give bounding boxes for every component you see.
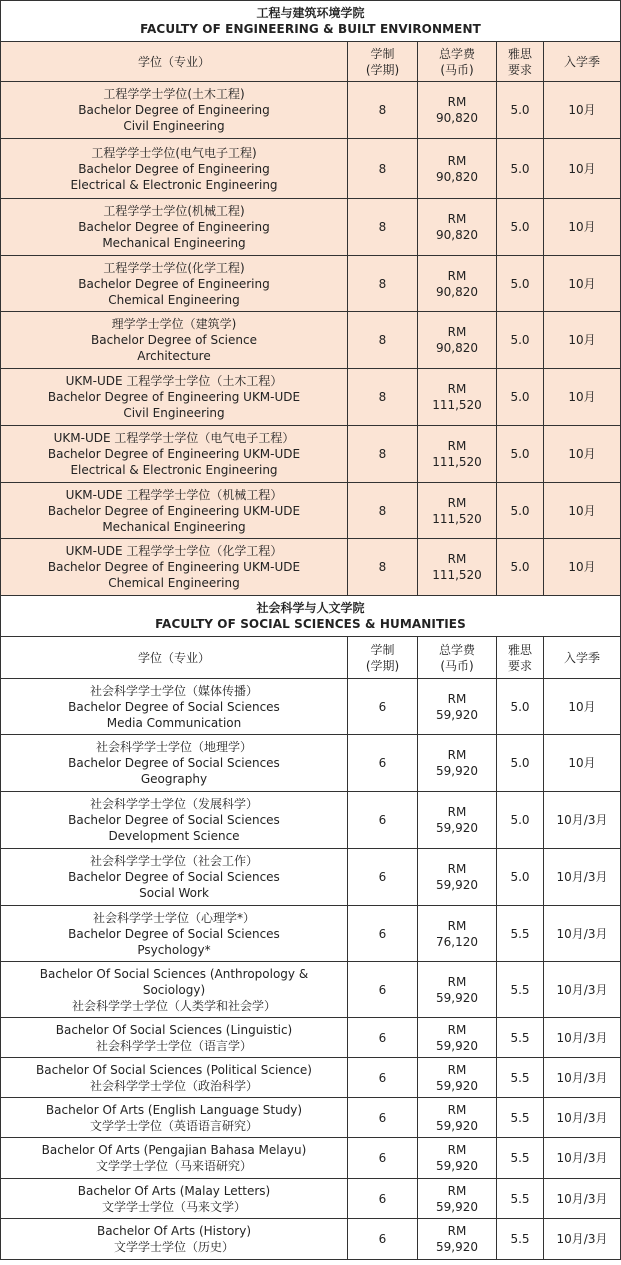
programme-name-line: Bachelor Degree of Engineering <box>78 220 270 234</box>
fee-amount: 59,920 <box>436 1159 478 1173</box>
programme-name-line: Bachelor Of Social Sciences (Linguistic) <box>55 1022 293 1037</box>
table-row <box>1 906 621 962</box>
programme-name-line: 社会科学学士学位（媒体传播） <box>89 683 258 698</box>
programme-name-line: UKM-UDE 工程学学士学位（电气电子工程） <box>53 431 295 445</box>
fee-currency: RM <box>447 212 467 226</box>
section-title-row <box>1 596 621 637</box>
programme-name-line: Bachelor Degree of Engineering UKM-UDE <box>47 503 301 518</box>
ielts-value: 5.0 <box>497 679 544 735</box>
table-row <box>1 1138 621 1179</box>
table-row <box>1 849 621 906</box>
semesters-value: 6 <box>348 679 418 735</box>
intake-value: 10月 <box>544 256 621 312</box>
programme-name-line: Bachelor Degree of Social Sciences <box>68 926 280 941</box>
semesters-value: 6 <box>348 906 418 962</box>
fee-amount: 59,920 <box>436 1118 478 1133</box>
semesters-value: 6 <box>348 1179 418 1219</box>
header-degree <box>1 637 348 679</box>
fee-amount: 111,520 <box>432 398 482 412</box>
fee-currency: RM <box>447 552 467 566</box>
fee-amount: 59,920 <box>436 990 478 1005</box>
ielts-value: 5.5 <box>497 1058 544 1098</box>
table-row <box>1 199 621 256</box>
fee-amount: 90,820 <box>436 284 478 299</box>
fee-amount: 76,120 <box>436 934 478 949</box>
fee-currency: RM <box>447 974 467 989</box>
programme-name-line: UKM-UDE 工程学学士学位（机械工程） <box>65 487 283 502</box>
table-row <box>1 1179 621 1219</box>
programme-name <box>1 679 348 735</box>
semesters-value: 8 <box>348 256 418 312</box>
ielts-value: 5.0 <box>497 82 544 139</box>
semesters-value: 8 <box>348 139 418 199</box>
table-row <box>1 735 621 792</box>
total-fee <box>418 539 497 596</box>
fee-currency: RM <box>447 153 467 168</box>
programme-name-line: Chemical Engineering <box>108 292 240 307</box>
fee-amount: 59,920 <box>436 1199 478 1214</box>
programme-name <box>1 312 348 369</box>
faculty-title-en: FACULTY OF ENGINEERING & BUILT ENVIRONMENT <box>140 22 481 36</box>
fee-currency: RM <box>447 691 467 706</box>
table-row <box>1 82 621 139</box>
fee-amount: 90,820 <box>436 228 478 242</box>
fee-amount: 59,920 <box>436 764 478 778</box>
header-fee <box>418 637 497 679</box>
programme-name-line: Bachelor Degree of Science <box>91 333 257 347</box>
ielts-value: 5.0 <box>497 483 544 539</box>
fee-currency: RM <box>447 748 467 762</box>
programme-name <box>1 539 348 596</box>
programme-name-line: Electrical & Electronic Engineering <box>70 463 278 477</box>
semesters-value: 6 <box>348 735 418 792</box>
total-fee <box>418 139 497 199</box>
header-ielts-line: 雅思 <box>507 642 532 657</box>
header-ielts <box>497 42 544 82</box>
programme-name <box>1 256 348 312</box>
table-row <box>1 312 621 369</box>
header-ielts-line: 要求 <box>507 62 532 77</box>
intake-value: 10月/3月 <box>544 1179 621 1219</box>
header-intake <box>544 42 621 82</box>
fee-currency: RM <box>447 1183 467 1198</box>
programme-name <box>1 1018 348 1058</box>
programme-name-line: Bachelor Degree of Engineering <box>78 276 270 291</box>
programme-name-line: UKM-UDE 工程学学士学位（化学工程） <box>65 544 283 558</box>
ielts-value: 5.0 <box>497 139 544 199</box>
programme-name <box>1 735 348 792</box>
intake-value: 10月/3月 <box>544 962 621 1018</box>
intake-value: 10月/3月 <box>544 1058 621 1098</box>
fee-amount: 59,920 <box>436 707 478 722</box>
total-fee <box>418 199 497 256</box>
fee-currency: RM <box>447 1224 467 1238</box>
ielts-value: 5.0 <box>497 849 544 906</box>
intake-value: 10月/3月 <box>544 1138 621 1179</box>
fee-currency: RM <box>447 1062 467 1077</box>
table-row <box>1 962 621 1018</box>
intake-value: 10月/3月 <box>544 849 621 906</box>
programme-name <box>1 199 348 256</box>
programme-name-line: Psychology* <box>137 942 211 957</box>
total-fee <box>418 679 497 735</box>
total-fee <box>418 849 497 906</box>
programme-name-line: Bachelor Of Social Sciences (Anthropology & <box>39 966 309 981</box>
total-fee <box>418 1058 497 1098</box>
fee-amount: 111,520 <box>432 455 482 469</box>
programme-name <box>1 1219 348 1260</box>
programme-name-line: 社会科学学士学位（心理学*） <box>92 910 255 925</box>
header-fee-line: 总学费 <box>438 642 475 657</box>
header-intake-label: 入学季 <box>563 650 600 665</box>
programme-name-line: Bachelor Degree of Engineering UKM-UDE <box>47 447 301 461</box>
programme-name <box>1 82 348 139</box>
ielts-value: 5.5 <box>497 1098 544 1138</box>
fee-currency: RM <box>447 439 467 453</box>
semesters-value: 6 <box>348 962 418 1018</box>
programme-name <box>1 369 348 426</box>
programme-name-line: Development Science <box>108 829 240 843</box>
fee-amount: 59,920 <box>436 1078 478 1093</box>
programme-name-line: Media Communication <box>106 715 242 730</box>
column-header-row <box>1 637 621 679</box>
programme-name-line: Mechanical Engineering <box>102 519 246 534</box>
semesters-value: 6 <box>348 1219 418 1260</box>
programme-name-line: Social Work <box>139 886 209 900</box>
total-fee <box>418 82 497 139</box>
programme-name-line: Bachelor Of Social Sciences (Political Science) <box>36 1062 312 1077</box>
ielts-value: 5.5 <box>497 1179 544 1219</box>
semesters-value: 8 <box>348 369 418 426</box>
semesters-value: 8 <box>348 82 418 139</box>
programme-name-line: 工程学学士学位(化学工程) <box>103 260 245 275</box>
total-fee <box>418 1219 497 1260</box>
total-fee <box>418 735 497 792</box>
intake-value: 10月 <box>544 483 621 539</box>
programme-name-line: 文学学士学位（马来语研究） <box>95 1159 252 1173</box>
semesters-value: 6 <box>348 1018 418 1058</box>
header-intake <box>544 637 621 679</box>
header-semesters-line: (学期) <box>365 658 400 673</box>
intake-value: 10月 <box>544 539 621 596</box>
semesters-value: 6 <box>348 849 418 906</box>
header-semesters <box>348 42 418 82</box>
programme-name <box>1 849 348 906</box>
fee-currency: RM <box>447 805 467 819</box>
intake-value: 10月 <box>544 199 621 256</box>
intake-value: 10月 <box>544 426 621 483</box>
programme-name-line: Chemical Engineering <box>108 576 240 590</box>
semesters-value: 6 <box>348 1138 418 1179</box>
header-degree <box>1 42 348 82</box>
total-fee <box>418 483 497 539</box>
programme-name-line: 文学学士学位（历史） <box>113 1240 234 1254</box>
programme-name-line: Bachelor Degree of Social Sciences <box>68 699 280 714</box>
programme-name-line: UKM-UDE 工程学学士学位（土木工程） <box>65 374 283 388</box>
programme-name <box>1 906 348 962</box>
fee-amount: 111,520 <box>432 568 482 582</box>
semesters-value: 6 <box>348 1058 418 1098</box>
programme-name-line: Mechanical Engineering <box>102 236 246 250</box>
header-fee-line: (马币) <box>440 658 474 673</box>
intake-value: 10月/3月 <box>544 1219 621 1260</box>
programme-name-line: Bachelor Degree of Engineering UKM-UDE <box>47 390 301 404</box>
intake-value: 10月/3月 <box>544 792 621 849</box>
faculty-title-en: FACULTY OF SOCIAL SCIENCES & HUMANITIES <box>155 617 466 631</box>
fee-amount: 59,920 <box>436 821 478 835</box>
programme-name-line: 工程学学士学位(机械工程) <box>103 204 245 218</box>
programme-name-line: Civil Engineering <box>123 119 225 133</box>
programme-name <box>1 483 348 539</box>
header-semesters <box>348 637 418 679</box>
fee-currency: RM <box>447 95 467 109</box>
table-row <box>1 483 621 539</box>
programme-name-line: Electrical & Electronic Engineering <box>70 177 278 192</box>
intake-value: 10月/3月 <box>544 1018 621 1058</box>
table-row <box>1 539 621 596</box>
programme-name-line: 社会科学学士学位（人类学和社会学） <box>71 998 276 1013</box>
table-row <box>1 1018 621 1058</box>
header-fee <box>418 42 497 82</box>
table-row <box>1 426 621 483</box>
semesters-value: 8 <box>348 199 418 256</box>
programme-name-line: Sociology) <box>142 982 206 997</box>
programme-name-line: 社会科学学士学位（政治科学） <box>89 1078 258 1093</box>
ielts-value: 5.5 <box>497 1018 544 1058</box>
programme-name-line: Bachelor Degree of Engineering <box>78 161 270 176</box>
programme-name-line: 社会科学学士学位（社会工作） <box>89 854 258 868</box>
intake-value: 10月 <box>544 735 621 792</box>
programme-name-line: 社会科学学士学位（发展科学） <box>89 797 258 811</box>
header-degree-label: 学位（专业） <box>137 650 210 665</box>
total-fee <box>418 1138 497 1179</box>
programme-name-line: Civil Engineering <box>123 406 225 420</box>
ielts-value: 5.0 <box>497 539 544 596</box>
faculty-title <box>1 596 621 637</box>
ielts-value: 5.0 <box>497 369 544 426</box>
table-row <box>1 256 621 312</box>
programme-name <box>1 962 348 1018</box>
fee-amount: 90,820 <box>436 111 478 125</box>
table-row <box>1 792 621 849</box>
programme-name-line: Geography <box>140 772 208 786</box>
table-row <box>1 679 621 735</box>
programme-name-line: 理学学士学位（建筑学) <box>111 317 237 331</box>
header-fee-line: 总学费 <box>438 46 475 61</box>
column-header-row <box>1 42 621 82</box>
header-fee-line: (马币) <box>440 62 474 77</box>
fee-amount: 90,820 <box>436 341 478 355</box>
total-fee <box>418 256 497 312</box>
fee-amount: 59,920 <box>436 1240 478 1254</box>
programme-name-line: Bachelor Degree of Social Sciences <box>68 813 280 827</box>
table-row <box>1 1219 621 1260</box>
fee-currency: RM <box>447 268 467 283</box>
header-semesters-line: 学制 <box>370 46 395 61</box>
table-row <box>1 1098 621 1138</box>
header-intake-label: 入学季 <box>563 54 600 69</box>
programme-name-line: Bachelor Of Arts (English Language Study) <box>45 1102 303 1117</box>
total-fee <box>418 792 497 849</box>
programme-name <box>1 1098 348 1138</box>
fee-currency: RM <box>447 1102 467 1117</box>
section-title-row <box>1 1 621 42</box>
fee-currency: RM <box>447 325 467 339</box>
programme-name-line: Architecture <box>137 349 211 363</box>
fee-amount: 90,820 <box>436 169 478 184</box>
fee-currency: RM <box>447 918 467 933</box>
total-fee <box>418 906 497 962</box>
programme-name-line: 工程学学士学位(电气电子工程) <box>91 145 257 160</box>
semesters-value: 8 <box>348 312 418 369</box>
intake-value: 10月 <box>544 312 621 369</box>
fee-amount: 59,920 <box>436 1038 478 1053</box>
ielts-value: 5.0 <box>497 426 544 483</box>
programme-name <box>1 1058 348 1098</box>
table-row <box>1 1058 621 1098</box>
fee-currency: RM <box>447 1022 467 1037</box>
intake-value: 10月/3月 <box>544 906 621 962</box>
header-ielts-line: 要求 <box>507 658 532 673</box>
intake-value: 10月 <box>544 369 621 426</box>
ielts-value: 5.5 <box>497 1219 544 1260</box>
fee-currency: RM <box>447 495 467 510</box>
semesters-value: 8 <box>348 483 418 539</box>
fee-amount: 111,520 <box>432 511 482 526</box>
ielts-value: 5.5 <box>497 906 544 962</box>
total-fee <box>418 962 497 1018</box>
ielts-value: 5.0 <box>497 735 544 792</box>
ielts-value: 5.5 <box>497 1138 544 1179</box>
fee-currency: RM <box>447 382 467 396</box>
total-fee <box>418 1018 497 1058</box>
programme-name <box>1 1179 348 1219</box>
intake-value: 10月/3月 <box>544 1098 621 1138</box>
programme-name-line: 社会科学学士学位（地理学） <box>95 740 252 754</box>
total-fee <box>418 369 497 426</box>
programme-name-line: 工程学学士学位(土木工程) <box>103 87 245 101</box>
semesters-value: 6 <box>348 792 418 849</box>
table-row <box>1 139 621 199</box>
programme-name-line: 社会科学学士学位（语言学） <box>95 1038 252 1053</box>
faculty-title <box>1 1 621 42</box>
programme-name-line: 文学学士学位（英语语言研究） <box>89 1118 258 1133</box>
header-degree-label: 学位（专业） <box>137 54 210 69</box>
programme-name <box>1 139 348 199</box>
total-fee <box>418 312 497 369</box>
header-semesters-line: 学制 <box>370 642 395 657</box>
header-ielts <box>497 637 544 679</box>
programme-name-line: 文学学士学位（马来文学） <box>101 1199 246 1214</box>
programme-name <box>1 792 348 849</box>
faculty-title-zh: 社会科学与人文学院 <box>256 601 365 615</box>
programme-name-line: Bachelor Degree of Social Sciences <box>68 870 280 884</box>
semesters-value: 6 <box>348 1098 418 1138</box>
ielts-value: 5.0 <box>497 256 544 312</box>
semesters-value: 8 <box>348 539 418 596</box>
total-fee <box>418 1179 497 1219</box>
intake-value: 10月 <box>544 679 621 735</box>
programme-name <box>1 426 348 483</box>
programme-name-line: Bachelor Of Arts (Pengajian Bahasa Melayu) <box>41 1143 307 1157</box>
table-row <box>1 369 621 426</box>
intake-value: 10月 <box>544 82 621 139</box>
ielts-value: 5.0 <box>497 199 544 256</box>
header-ielts-line: 雅思 <box>507 46 532 61</box>
programme-name-line: Bachelor Degree of Engineering <box>78 103 270 117</box>
intake-value: 10月 <box>544 139 621 199</box>
semesters-value: 8 <box>348 426 418 483</box>
ielts-value: 5.5 <box>497 962 544 1018</box>
programme-name-line: Bachelor Of Arts (History) <box>96 1224 252 1238</box>
fee-amount: 59,920 <box>436 878 478 892</box>
header-semesters-line: (学期) <box>365 62 400 77</box>
fee-currency: RM <box>447 1143 467 1157</box>
total-fee <box>418 426 497 483</box>
programme-name-line: Bachelor Degree of Social Sciences <box>68 756 280 770</box>
programme-name-line: Bachelor Of Arts (Malay Letters) <box>77 1183 271 1198</box>
faculty-title-zh: 工程与建筑环境学院 <box>256 6 365 20</box>
total-fee <box>418 1098 497 1138</box>
programme-name <box>1 1138 348 1179</box>
ielts-value: 5.0 <box>497 792 544 849</box>
programme-name-line: Bachelor Degree of Engineering UKM-UDE <box>47 560 301 574</box>
fee-currency: RM <box>447 862 467 876</box>
ielts-value: 5.0 <box>497 312 544 369</box>
